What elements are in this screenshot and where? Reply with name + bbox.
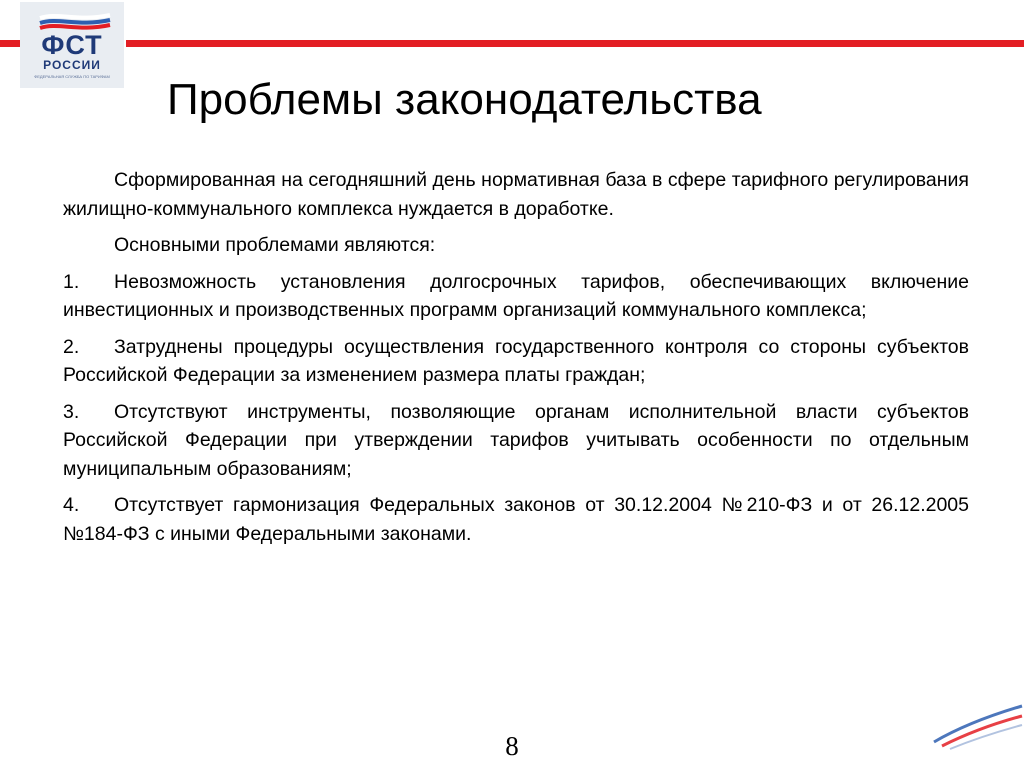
list-item: [63, 333, 969, 390]
intro-paragraph: Сформированная на сегодняшний день нормативная база в сфере тарифного регулирования жилищно-коммунального комплекса нуждается в доработке.: [63, 169, 969, 220]
list-item-text: Отсутствует гармонизация Федеральных законов от 30.12.2004 №210-ФЗ и от 26.12.2005 №184-ФЗ с иными Федеральными законами.: [63, 494, 969, 545]
swoosh-icon: [928, 698, 1024, 750]
list-item-text: Затруднены процедуры осуществления государственного контроля со стороны субъектов Российской Федерации за изменением размера платы граждан;: [63, 335, 969, 386]
logo-sub-text: РОССИИ: [43, 58, 101, 72]
slide-title: Проблемы законодательства: [167, 75, 762, 124]
list-item-number: 1.: [63, 270, 80, 293]
list-item: [63, 398, 969, 484]
header-red-line-left: [0, 40, 20, 47]
logo: [20, 2, 124, 88]
slide-body: [63, 166, 969, 556]
header-red-line-right: [126, 40, 1024, 47]
logo-main-text: ФСТ: [41, 30, 103, 60]
logo-tiny-text: ФЕДЕРАЛЬНАЯ СЛУЖБА ПО ТАРИФАМ: [34, 74, 110, 79]
list-item-text: Невозможность установления долгосрочных тарифов, обеспечивающих включение инвестиционных и производственных программ организаций коммунального комплекса;: [63, 270, 969, 321]
list-item: [63, 491, 969, 548]
list-item-number: 2.: [63, 335, 80, 358]
subheading: Основными проблемами являются:: [114, 234, 436, 256]
list-item: [63, 268, 969, 325]
list-item-number: 4.: [63, 494, 80, 516]
list-item-text: Отсутствуют инструменты, позволяющие органам исполнительной власти субъектов Российской Федерации при утверждении тарифов учитывать особенности по отдельным муниципальным образованиям;: [63, 400, 969, 480]
list-item-number: 3.: [63, 400, 80, 423]
page-number: 8: [505, 731, 519, 761]
